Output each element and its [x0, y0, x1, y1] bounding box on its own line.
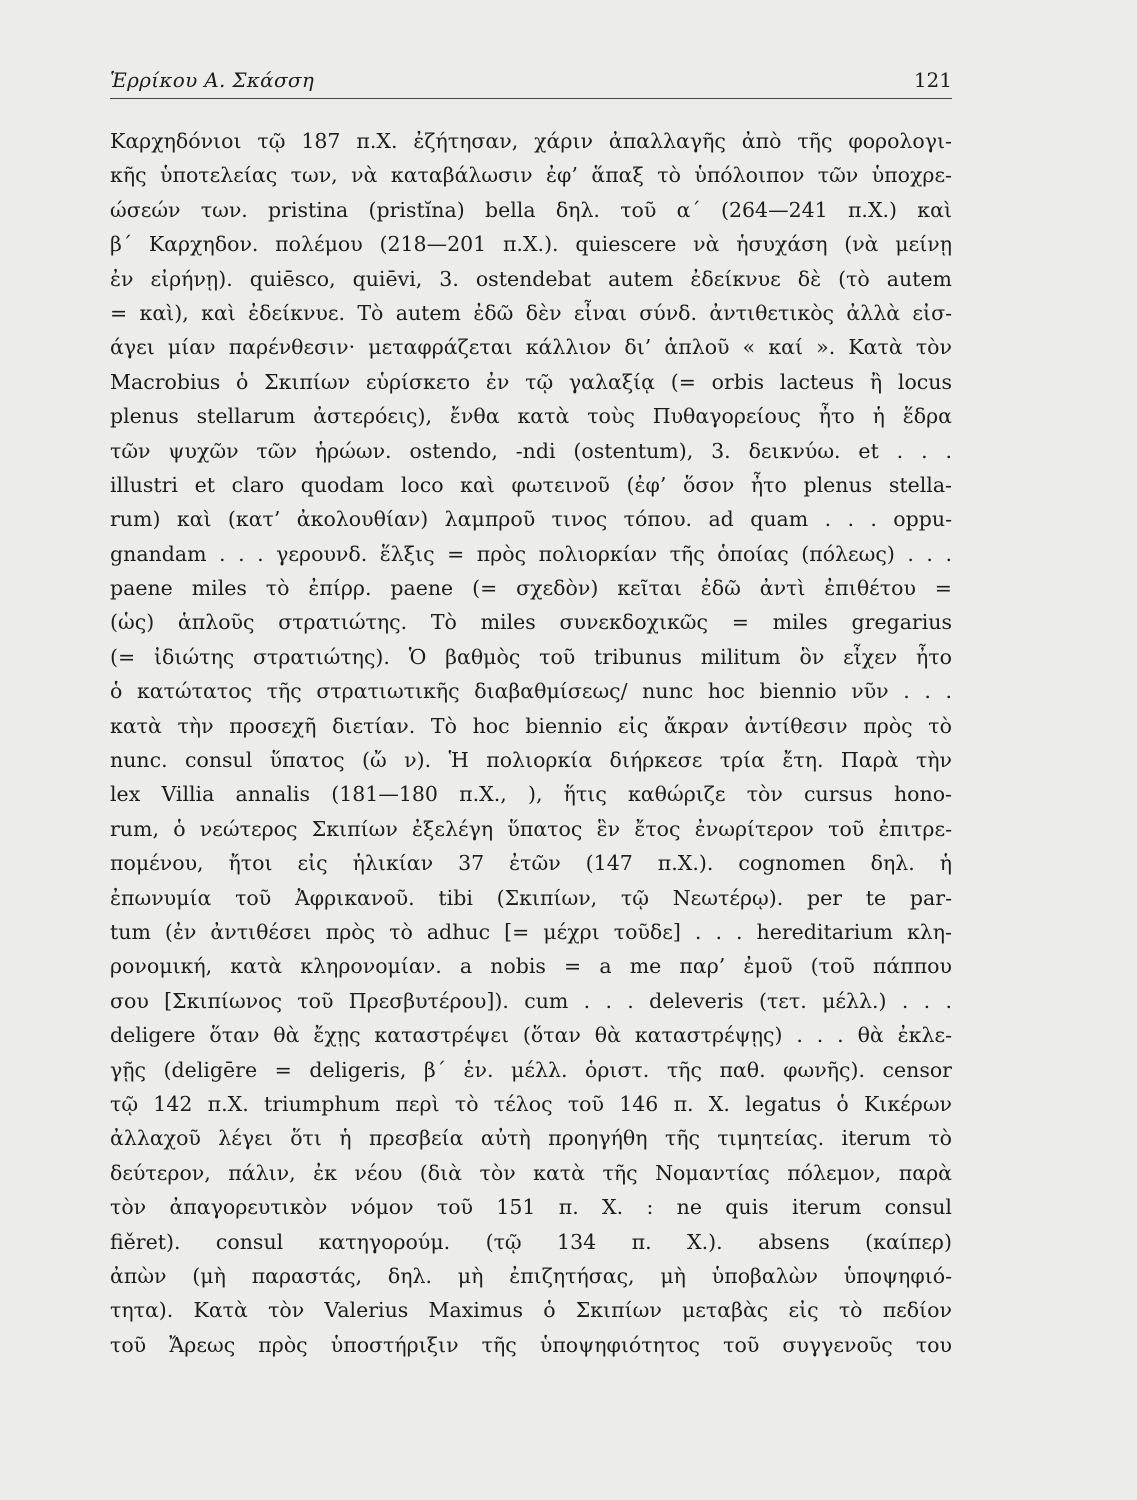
text-line: πομένου, ἤτοι εἰς ἡλικίαν 37 ἐτῶν (147 π.Χ.). cognomen δηλ. ἡ	[110, 851, 952, 876]
text-line: κῆς ὑποτελείας των, νὰ καταβάλωσιν ἐφ’ ἅπαξ τὸ ὑπόλοιπον τῶν ὑποχρε-	[110, 163, 952, 188]
text-line: ὁ κατώτατος τῆς στρατιωτικῆς διαβαθμίσεως/ nunc hoc biennio νῦν . . .	[110, 679, 952, 704]
text-line: ρονομική, κατὰ κληρονομίαν. a nobis = a me παρ’ ἐμοῦ (τοῦ πάππου	[110, 954, 952, 979]
text-line: deligere ὅταν θὰ ἔχῃς καταστρέψει (ὅταν θὰ καταστρέψῃς) . . . θὰ ἐκλε-	[110, 1023, 952, 1048]
header-author: Ἑρρίκου Α. Σκάσση	[110, 68, 315, 92]
text-line: = καὶ), καὶ ἐδείκνυε. Τὸ autem ἐδῶ δὲν εἶναι σύνδ. ἀντιθετικὸς ἀλλὰ εἰσ-	[110, 300, 952, 325]
text-line: tum (ἐν ἀντιθέσει πρὸς τὸ adhuc [= μέχρι τοῦδε] . . . hereditarium κλη-	[110, 919, 952, 944]
text-line: κατὰ τὴν προσεχῆ διετίαν. Τὸ hoc biennio εἰς ἄκραν ἀντίθεσιν πρὸς τὸ	[110, 713, 952, 738]
text-line: ἀπὼν (μὴ παραστάς, δηλ. μὴ ἐπιζητήσας, μὴ ὑποβαλὼν ὑποψηφιό-	[110, 1263, 952, 1288]
text-line: ἀλλαχοῦ λέγει ὅτι ἡ πρεσβεία αὐτὴ προηγήθη τῆς τιμητείας. iterum τὸ	[110, 1126, 952, 1151]
text-line: τῷ 142 π.Χ. triumphum περὶ τὸ τέλος τοῦ 146 π. Χ. legatus ὁ Κικέρων	[110, 1091, 952, 1116]
text-line: άγει μίαν παρένθεσιν· μεταφράζεται κάλλιον δι’ ἁπλοῦ « καί ». Κατὰ τὸν	[110, 335, 952, 360]
text-line: plenus stellarum ἀστερόεις), ἔνθα κατὰ τοὺς Πυθαγορείους ἦτο ἡ ἕδρα	[110, 404, 952, 429]
text-line: illustri et claro quodam loco καὶ φωτεινοῦ (ἐφ’ ὅσον ἦτο plenus stella-	[110, 472, 952, 497]
body-text	[110, 124, 952, 1362]
running-header	[110, 66, 952, 99]
page-number: 121	[913, 68, 952, 92]
text-line: rum) καὶ (κατ’ ἀκολουθίαν) λαμπροῦ τινος τόπου. ad quam . . . oppu-	[110, 507, 952, 532]
text-line: β΄ Καρχηδον. πολέμου (218—201 π.Χ.). quiescere νὰ ἡσυχάση (νὰ μείνῃ	[110, 232, 952, 257]
text-line: fiěret). consul κατηγορούμ. (τῷ 134 π. Χ.). absens (καίπερ)	[110, 1229, 952, 1254]
text-line: (= ἰδιώτης στρατιώτης). Ὁ βαθμὸς τοῦ tribunus militum ὃν εἶχεν ἦτο	[110, 644, 952, 669]
text-line: ἐπωνυμία τοῦ Ἀφρικανοῦ. tibi (Σκιπίων, τῷ Νεωτέρῳ). per te par-	[110, 885, 952, 910]
text-line: gnandam . . . γερουνδ. ἕλξις = πρὸς πολιορκίαν τῆς ὁποίας (πόλεως) . . .	[110, 541, 952, 566]
text-line: Macrobius ὁ Σκιπίων εὑρίσκετο ἐν τῷ γαλαξίᾳ (= orbis lacteus ἢ locus	[110, 369, 952, 394]
text-line: τητα). Κατὰ τὸν Valerius Maximus ὁ Σκιπίων μεταβὰς εἰς τὸ πεδίον	[110, 1298, 952, 1323]
text-line: τὸν ἀπαγορευτικὸν νόμον τοῦ 151 π. Χ. : ne quis iterum consul	[110, 1195, 952, 1220]
text-line: σου [Σκιπίωνος τοῦ Πρεσβυτέρου]). cum . . . deleveris (τετ. μέλλ.) . . .	[110, 988, 952, 1013]
text-line: lex Villia annalis (181—180 π.Χ., ), ἥτις καθώριζε τὸν cursus hono-	[110, 782, 952, 807]
text-line: nunc. consul ὕπατος (ὤ ν). Ἡ πολιορκία διήρκεσε τρία ἔτη. Παρὰ τὴν	[110, 748, 952, 773]
text-line: Καρχηδόνιοι τῷ 187 π.Χ. ἐζήτησαν, χάριν ἀπαλλαγῆς ἀπὸ τῆς φορολογι-	[110, 129, 952, 153]
text-line: (ὡς) ἁπλοῦς στρατιώτης. Τὸ miles συνεκδοχικῶς = miles gregarius	[110, 610, 952, 635]
text-line: τῶν ψυχῶν τῶν ἡρώων. ostendo, -ndi (ostentum), 3. δεικνύω. et . . .	[110, 438, 952, 463]
text-line: ἐν εἰρήνῃ). quiēsco, quiēvi, 3. ostendebat autem ἐδείκνυε δὲ (τὸ autem	[110, 266, 952, 291]
text-line: δεύτερον, πάλιν, ἐκ νέου (διὰ τὸν κατὰ τῆς Νομαντίας πόλεμον, παρὰ	[110, 1160, 952, 1185]
text-line: rum, ὁ νεώτερος Σκιπίων ἐξελέγη ὕπατος ἓν ἔτος ἐνωρίτερον τοῦ ἐπιτρε-	[110, 816, 952, 841]
text-line: γῇς (deligēre = deligeris, β΄ ἑν. μέλλ. ὁριστ. τῆς παθ. φωνῆς). censor	[110, 1057, 952, 1082]
text-line: τοῦ Ἄρεως πρὸς ὑποστήριξιν τῆς ὑποψηφιότητος τοῦ συγγενοῦς του	[110, 1332, 952, 1357]
text-line: ώσεών των. pristina (pristĭna) bella δηλ. τοῦ α΄ (264—241 π.Χ.) καὶ	[110, 197, 952, 222]
text-line: paene miles τὸ ἐπίρρ. paene (= σχεδὸν) κεῖται ἐδῶ ἀντὶ ἐπιθέτου =	[110, 576, 952, 601]
